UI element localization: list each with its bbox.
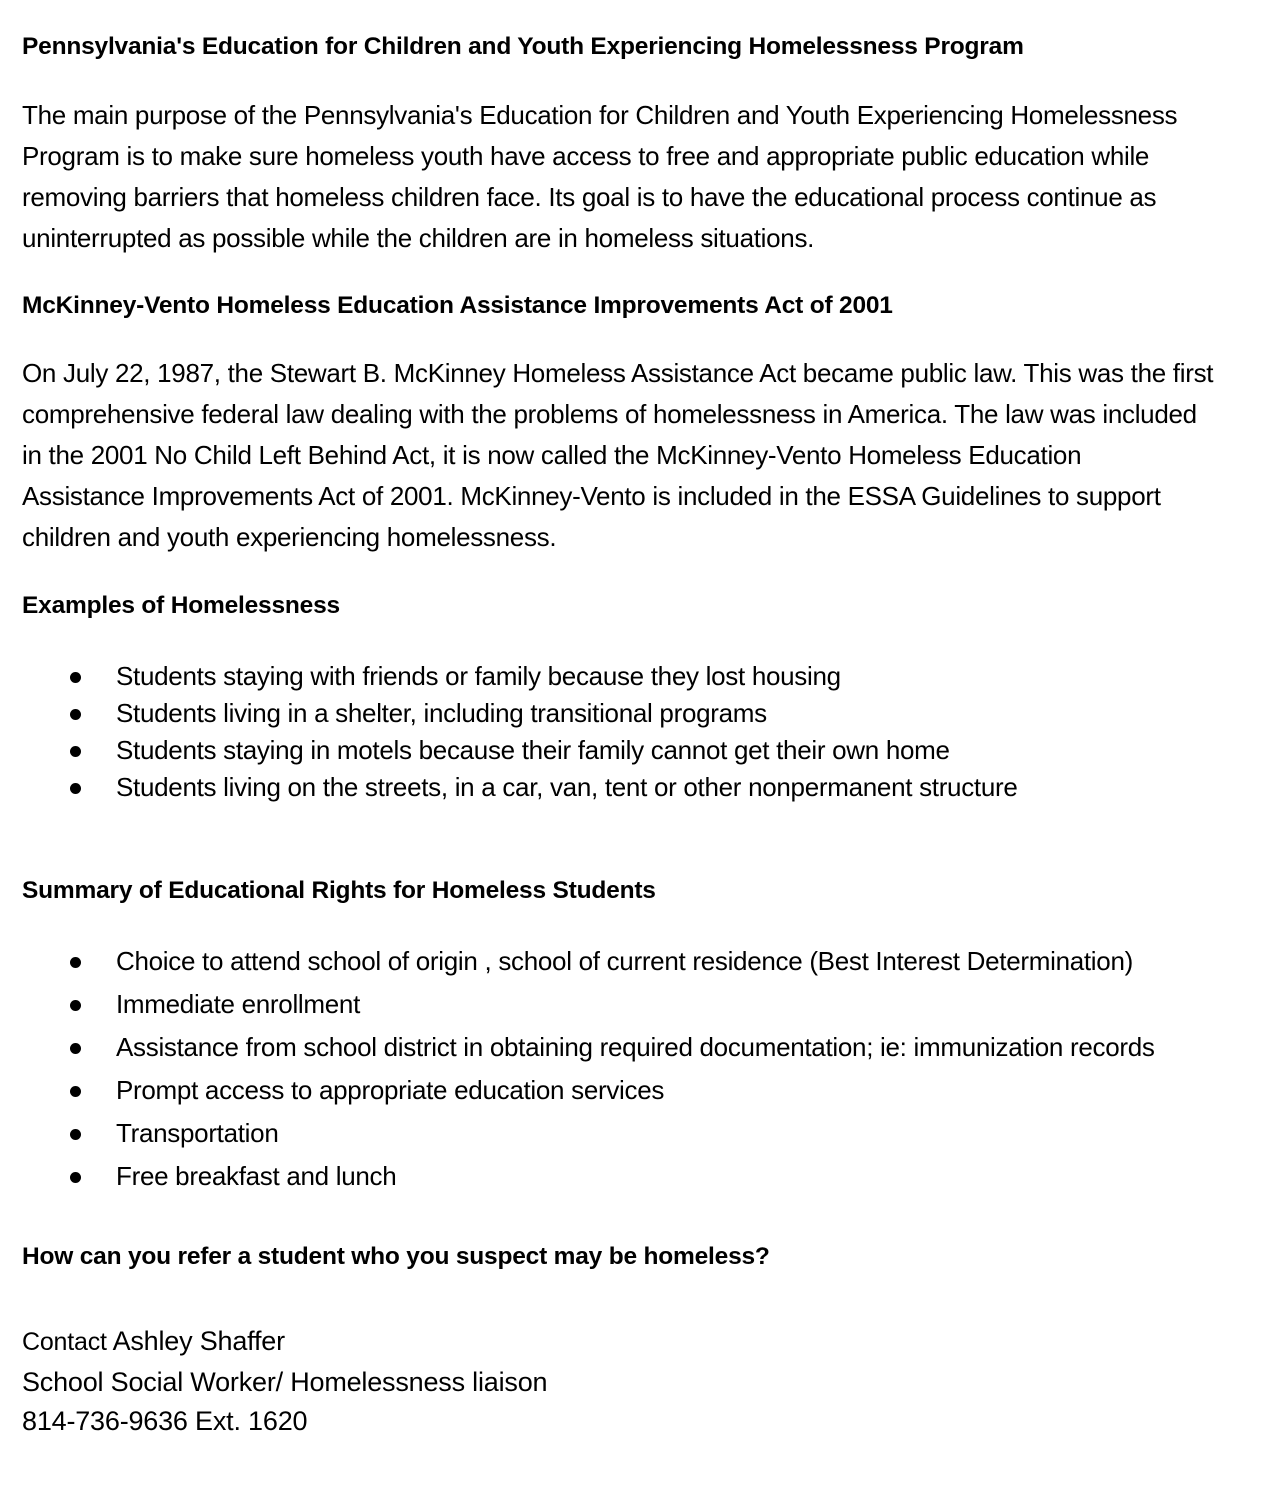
contact-phone: 814-736-9636 Ext. 1620 [22,1406,308,1436]
contact-name: Ashley Shaffer [112,1326,285,1356]
act-paragraph [22,353,1262,558]
list-item: Prompt access to appropriate education services [22,1069,1262,1112]
list-item: Students living in a shelter, including transitional programs [22,695,1262,732]
rights-heading: Summary of Educational Rights for Homeless Students [22,877,656,904]
examples-list [22,658,1262,806]
list-item: Assistance from school district in obtaining required documentation; ie: immunization records [22,1026,1262,1069]
list-item: Immediate enrollment [22,983,1262,1026]
act-line: Assistance Improvements Act of 2001. McKinney-Vento is included in the ESSA Guidelines to support [22,481,1161,511]
act-line: in the 2001 No Child Left Behind Act, it is now called the McKinney-Vento Homeless Education [22,440,1082,470]
act-heading: McKinney-Vento Homeless Education Assistance Improvements Act of 2001 [22,292,893,319]
contact-block [22,1322,547,1442]
contact-name-line [22,1322,547,1363]
act-line: On July 22, 1987, the Stewart B. McKinney Homeless Assistance Act became public law. This was the first [22,358,1214,388]
list-item: Students living on the streets, in a car, van, tent or other nonpermanent structure [22,769,1262,806]
contact-prefix: Contact [22,1328,107,1356]
list-item: Students staying with friends or family because they lost housing [22,658,1262,695]
intro-line: removing barriers that homeless children face. Its goal is to have the educational process continue as [22,182,1157,212]
act-line: comprehensive federal law dealing with the problems of homelessness in America. The law was included [22,399,1197,429]
act-line: children and youth experiencing homelessness. [22,522,557,552]
document-title: Pennsylvania's Education for Children and Youth Experiencing Homelessness Program [22,33,1024,60]
refer-heading: How can you refer a student who you suspect may be homeless? [22,1243,770,1270]
list-item: Free breakfast and lunch [22,1155,1262,1198]
list-item: Transportation [22,1112,1262,1155]
rights-list [22,940,1262,1198]
intro-line: The main purpose of the Pennsylvania's Education for Children and Youth Experiencing Homelessness [22,100,1178,130]
contact-role: School Social Worker/ Homelessness liaison [22,1366,548,1397]
intro-line: uninterrupted as possible while the children are in homeless situations. [22,223,815,253]
intro-paragraph [22,95,1262,259]
list-item: Choice to attend school of origin , school of current residence (Best Interest Determination) [22,940,1262,983]
list-item: Students staying in motels because their family cannot get their own home [22,732,1262,769]
examples-heading: Examples of Homelessness [22,592,340,619]
intro-line: Program is to make sure homeless youth have access to free and appropriate public education while [22,141,1150,171]
